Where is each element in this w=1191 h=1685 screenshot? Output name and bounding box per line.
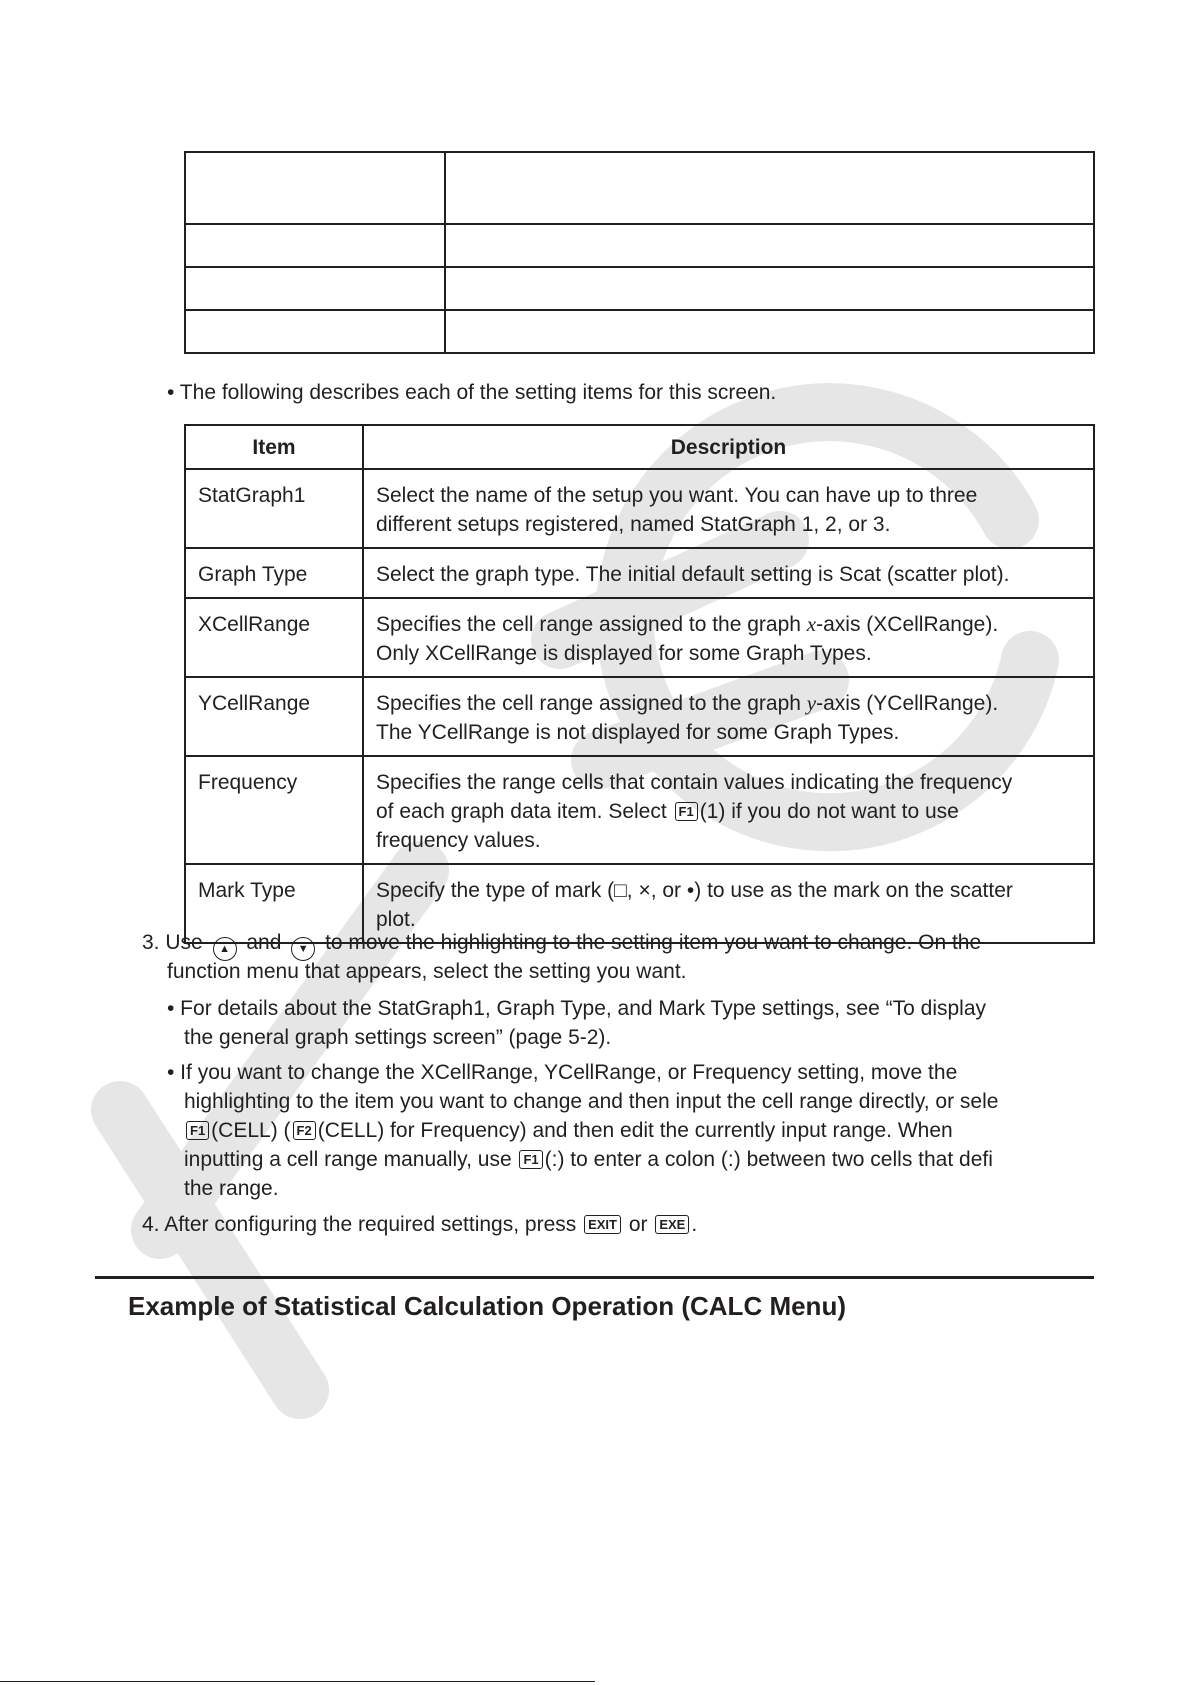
bullet-change-line-2: highlighting to the item you want to change and then input the cell range directly, or sele: [184, 1090, 999, 1113]
exit-key-icon: EXIT: [584, 1215, 621, 1234]
item-cell: Mark Type: [185, 864, 363, 943]
table-row: [185, 152, 1094, 224]
header-item: Item: [185, 425, 363, 469]
table-header-row: [185, 425, 1094, 469]
bullet-details-line-2: the general graph settings screen” (page 5-2).: [184, 1026, 612, 1049]
top-settings-table: [184, 151, 1095, 354]
description-cell: Specifies the range cells that contain values indicating the frequency of each graph data item. Select F1 (1) if you do not want to use frequency values.: [363, 756, 1094, 864]
x-variable: x: [806, 612, 817, 636]
description-cell: Select the graph type. The initial default setting is Scat (scatter plot).: [363, 548, 1094, 598]
table-row: [185, 598, 1094, 677]
down-arrow-key-icon: ▼: [291, 937, 315, 961]
bullet-change-line-3: F1 (CELL) ( F2 (CELL) for Frequency) and then edit the currently input range. When: [184, 1116, 953, 1145]
description-cell: Specifies the cell range assigned to the graph x-axis (XCellRange). Only XCellRange is displayed for some Graph Types.: [363, 598, 1094, 677]
f2-key-icon: F2: [293, 1121, 316, 1140]
footer-divider: [0, 1681, 595, 1682]
table-row: [185, 267, 1094, 310]
item-cell: Graph Type: [185, 548, 363, 598]
description-cell: Select the name of the setup you want. You can have up to three different setups registered, named StatGraph 1, 2, or 3.: [363, 469, 1094, 548]
table-row: [185, 677, 1094, 756]
step-3-line-2: function menu that appears, select the setting you want.: [167, 960, 687, 983]
bullet-intro: • The following describes each of the setting items for this screen.: [167, 381, 777, 404]
item-cell: XCellRange: [185, 598, 363, 677]
header-description: Description: [363, 425, 1094, 469]
item-cell: StatGraph1: [185, 469, 363, 548]
bullet-change-line-4: inputting a cell range manually, use F1 (:) to enter a colon (:) between two cells that defi: [184, 1148, 993, 1171]
y-variable: y: [806, 691, 817, 715]
f1-key-icon: F1: [186, 1121, 209, 1140]
section-heading: Example of Statistical Calculation Operation (CALC Menu): [128, 1291, 846, 1321]
item-cell: Frequency: [185, 756, 363, 864]
table-row: [185, 224, 1094, 267]
table-row: [185, 548, 1094, 598]
bullet-change-line-5: the range.: [184, 1177, 279, 1200]
table-row: [185, 310, 1094, 353]
bullet-details-line-1: • For details about the StatGraph1, Graph Type, and Mark Type settings, see “To display: [167, 997, 987, 1020]
step-4: 4. After configuring the required settings, press EXIT or EXE .: [142, 1213, 698, 1236]
table-row: [185, 469, 1094, 548]
settings-description-table: [184, 424, 1095, 944]
step-3: 3. Use ▲ and ▼ to move the highlighting to the setting item you want to change. On the: [142, 928, 981, 961]
table-row: [185, 756, 1094, 864]
item-cell: YCellRange: [185, 677, 363, 756]
f1-key-icon: F1: [519, 1150, 542, 1169]
up-arrow-key-icon: ▲: [213, 937, 237, 961]
section-divider: [95, 1276, 1094, 1279]
exe-key-icon: EXE: [655, 1215, 689, 1234]
description-cell: Specifies the cell range assigned to the graph y-axis (YCellRange). The YCellRange is not displayed for some Graph Types.: [363, 677, 1094, 756]
description-cell: Specify the type of mark (□, ×, or •) to use as the mark on the scatter plot.: [363, 864, 1094, 943]
f1-key-icon: F1: [675, 802, 698, 821]
bullet-change-line-1: • If you want to change the XCellRange, YCellRange, or Frequency setting, move the: [167, 1061, 958, 1084]
